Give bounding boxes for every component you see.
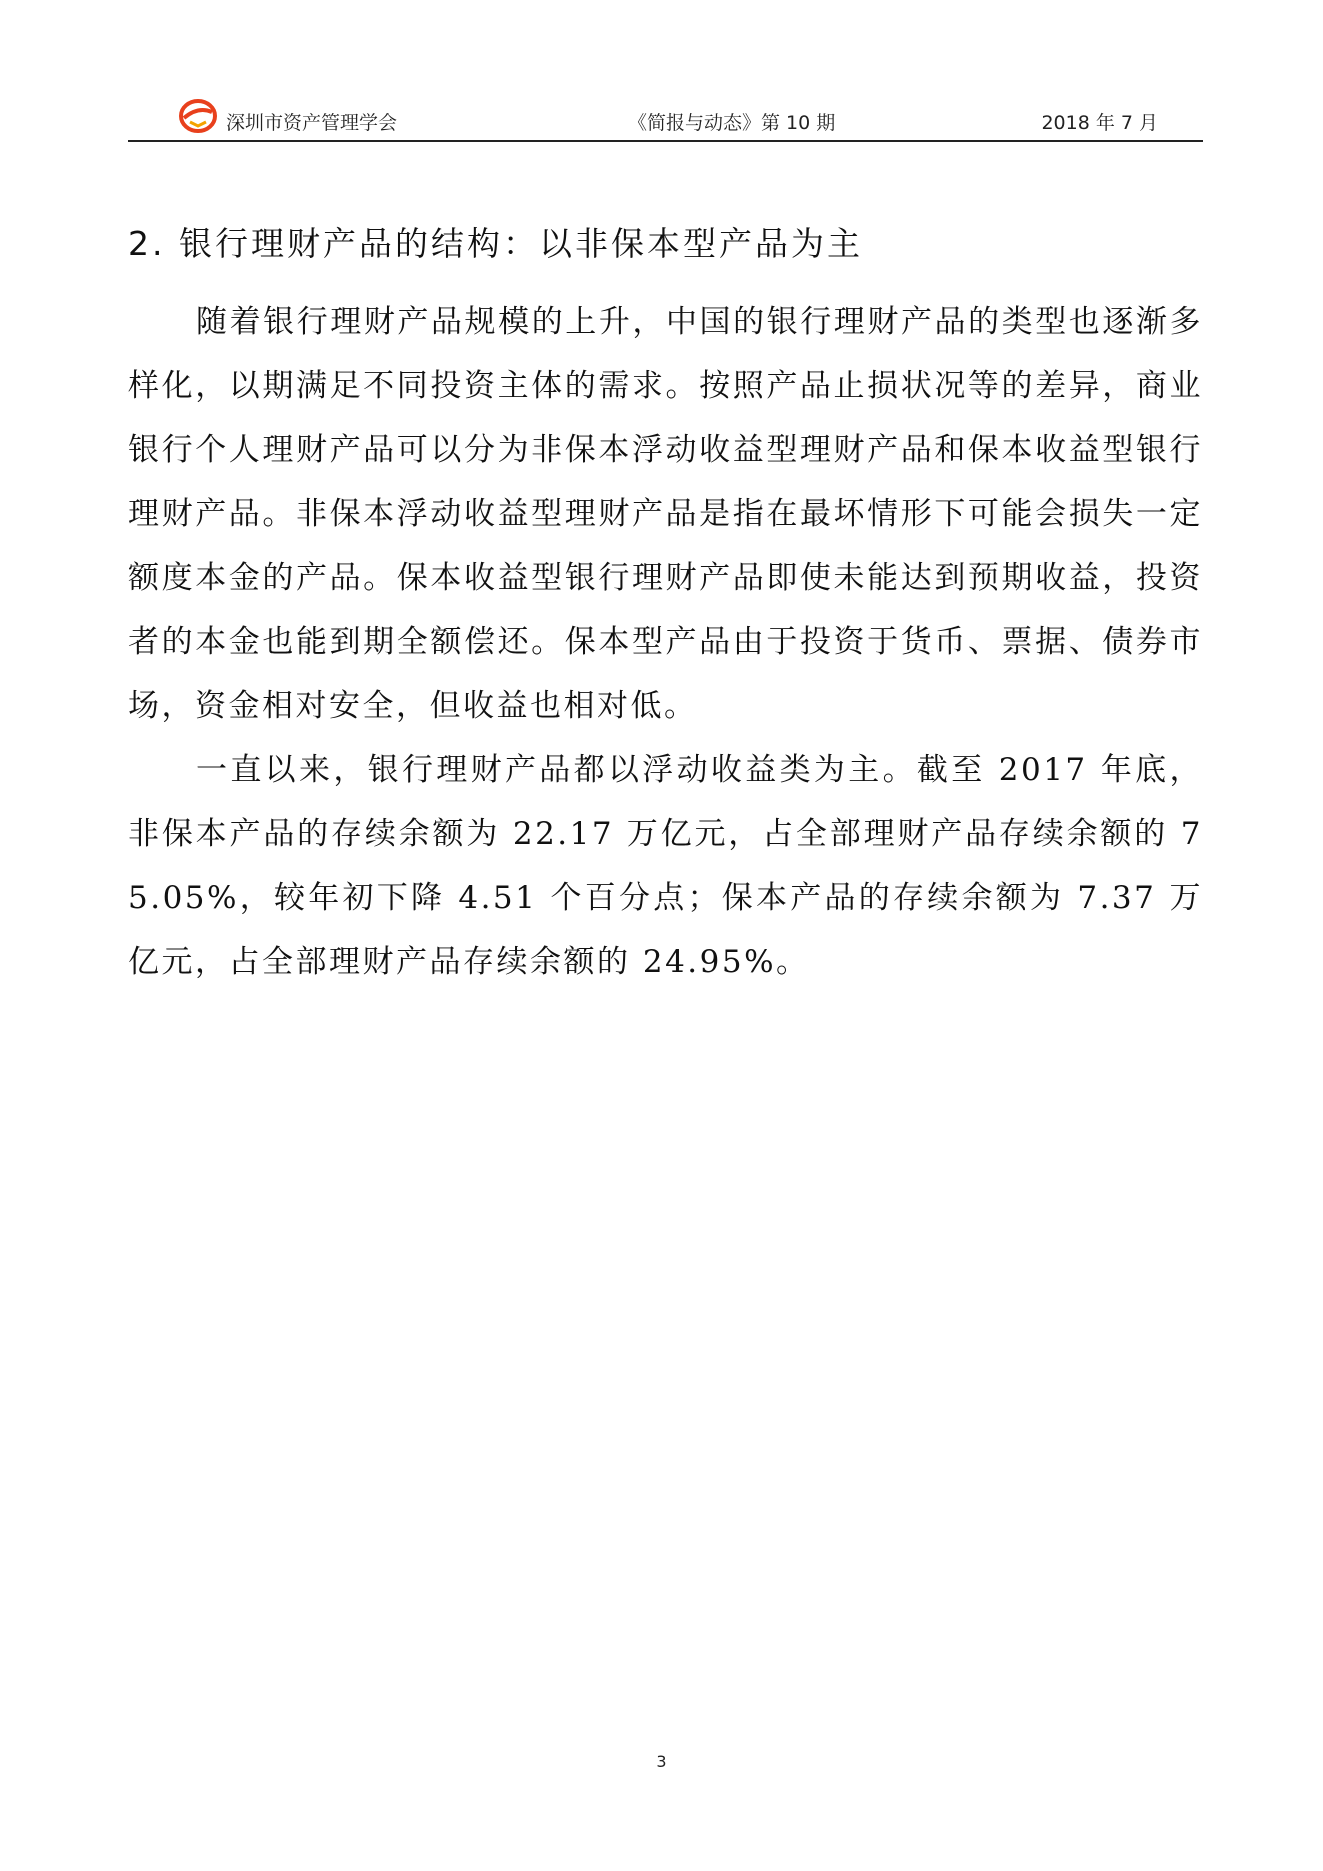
page-header xyxy=(128,96,1203,142)
issue-title: 《简报与动态》第 10 期 xyxy=(628,112,836,134)
issue-date: 2018 年 7 月 xyxy=(1041,112,1158,134)
society-logo-icon xyxy=(178,98,218,134)
paragraph-balance-stats: 一直以来，银行理财产品都以浮动收益类为主。截至 2017 年底，非保本产品的存续余额为 22.17 万亿元，占全部理财产品存续余额的 75.05%，较年初下降 4.51 个百分点；保本产品的存续余额为 7.37 万亿元，占全部理财产品存续余额的 24.95%。 xyxy=(128,752,1203,980)
main-content xyxy=(128,218,1203,994)
page-number: 3 xyxy=(656,1752,667,1771)
org-name: 深圳市资产管理学会 xyxy=(226,112,398,134)
paragraph-product-types: 随着银行理财产品规模的上升，中国的银行理财产品的类型也逐渐多样化，以期满足不同投资主体的需求。按照产品止损状况等的差异，商业银行个人理财产品可以分为非保本浮动收益型理财产品和保本收益型银行理财产品。非保本浮动收益型理财产品是指在最坏情形下可能会损失一定额度本金的产品。保本收益型银行理财产品即使未能达到预期收益，投资者的本金也能到期全额偿还。保本型产品由于投资于货币、票据、债券市场，资金相对安全，但收益也相对低。 xyxy=(128,304,1203,724)
section-heading: 2. 银行理财产品的结构：以非保本型产品为主 xyxy=(128,224,863,263)
